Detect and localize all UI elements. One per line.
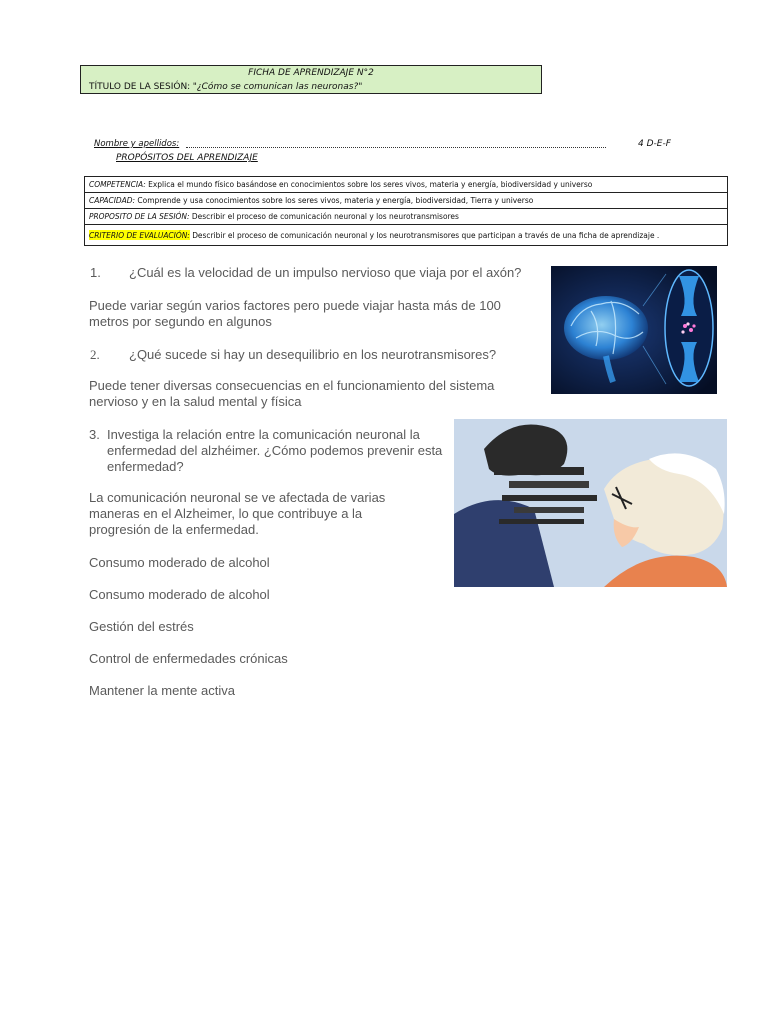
competencia-text: Explica el mundo físico basándose en conocimientos sobre los seres vivos, materia y energía, biodiversidad y universo [148,179,593,189]
session-title-line [89,81,362,92]
criterio-label: CRITERIO DE EVALUACIÓN: [89,230,190,240]
answer-3: La comunicación neuronal se ve afectada de varias maneras en el Alzheimer, lo que contribuye a la progresión de la enfermedad. [89,490,386,537]
question-2-text: ¿Qué sucede si hay un desequilibrio en los neurotransmisores? [129,347,497,362]
table-row [85,209,728,225]
capacidad-cell [85,193,728,209]
proposito-label: PROPOSITO DE LA SESIÓN: [89,211,190,221]
prevention-item: Gestión del estrés [89,619,194,634]
table-row [85,225,728,246]
proposito-cell [85,209,728,225]
session-title: "¿Cómo se comunican las neuronas?" [192,82,363,92]
table-row [85,177,728,193]
proposito-text: Describir el proceso de comunicación neuronal y los neurotransmisores [191,211,459,221]
name-label: Nombre y apellidos: [94,139,180,149]
prevention-item: Consumo moderado de alcohol [89,587,270,602]
alzheimer-illustration [454,419,727,587]
purposes-title: PROPÓSITOS DEL APRENDIZAJE [116,153,258,163]
prevention-item: Consumo moderado de alcohol [89,555,270,570]
criterio-text: Describir el proceso de comunicación neuronal y los neurotransmisores que participan a través de una ficha de aprendizaje . [192,230,660,240]
grade-sections: 4 D-E-F [638,139,671,149]
question-2-number: 2. [90,347,100,362]
alzheimer-image [454,419,727,587]
question-1-text: ¿Cuál es la velocidad de un impulso nervioso que viaja por el axón? [129,265,522,280]
worksheet-title: FICHA DE APRENDIZAJE N°2 [248,68,374,78]
session-label: TÍTULO DE LA SESIÓN: [89,82,191,92]
question-3-text: Investiga la relación entre la comunicación neuronal la enfermedad del alzhéimer. ¿Cómo podemos prevenir esta enfermedad? [107,427,443,474]
competencia-label: COMPETENCIA: [89,179,146,189]
answer-1: Puede variar según varios factores pero puede viajar hasta más de 100 metros por segundo en algunos [89,298,501,329]
prevention-item: Mantener la mente activa [89,683,235,698]
answer-2: Puede tener diversas consecuencias en el funcionamiento del sistema nervioso y en la salud mental y física [89,378,495,409]
question-3-number: 3. [89,427,100,442]
worksheet-header [80,65,542,94]
table-row [85,193,728,209]
name-field-line [186,141,606,148]
brain-illustration [551,266,717,394]
question-1-number: 1. [90,265,101,280]
purposes-table [84,176,728,246]
capacidad-label: CAPACIDAD: [89,195,136,205]
capacidad-text: Comprende y usa conocimientos sobre los seres vivos, materia y energía, biodiversidad, Tierra y universo [137,195,534,205]
prevention-item: Control de enfermedades crónicas [89,651,288,666]
competencia-cell [85,177,728,193]
brain-synapse-image [551,266,717,394]
criterio-cell [85,225,728,246]
